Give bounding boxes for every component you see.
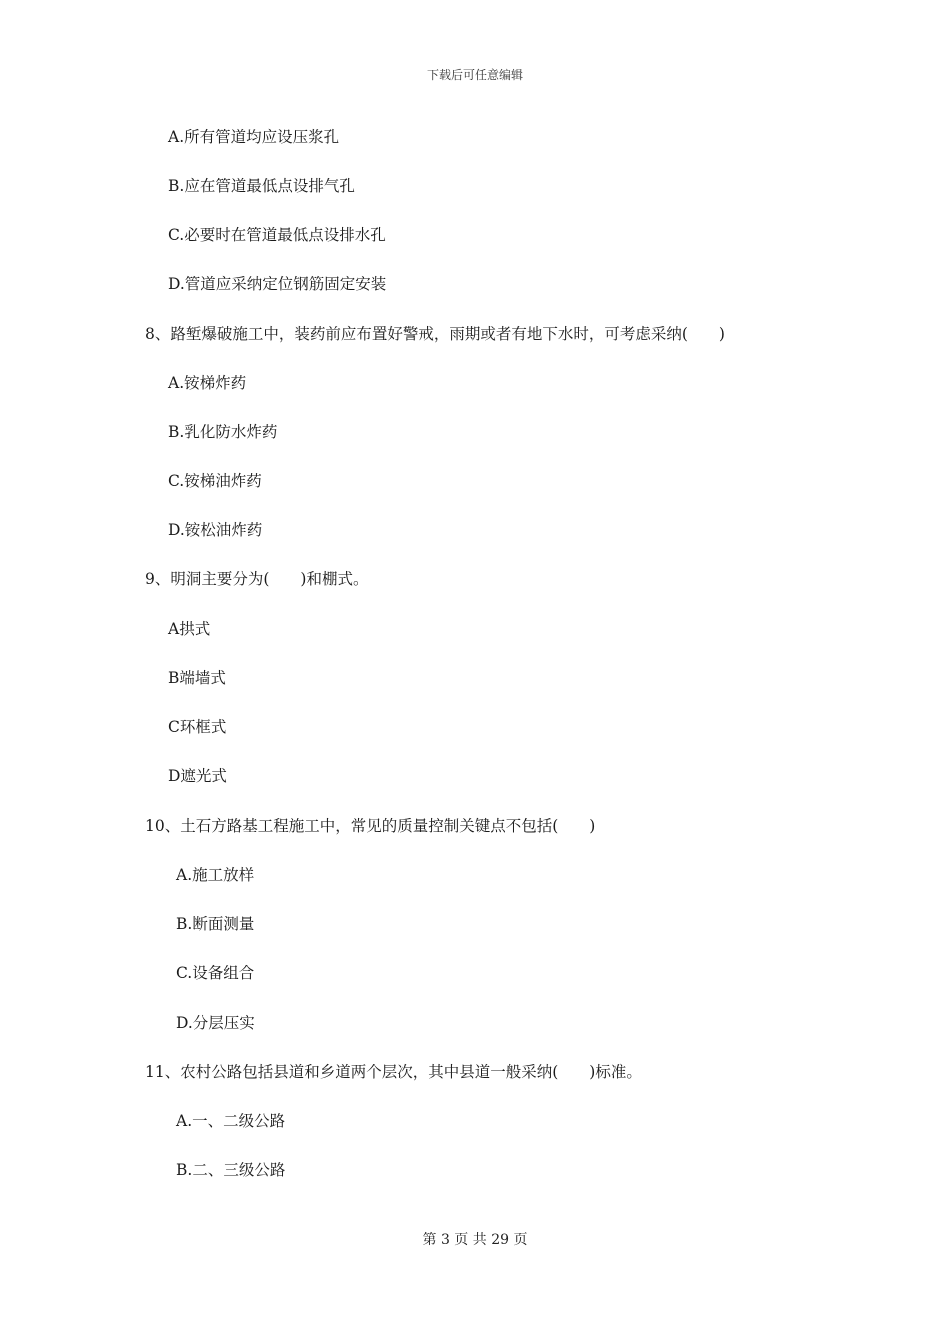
q7-option-d: D.管道应采纳定位钢筋固定安装 [168,275,387,293]
q11-option-b: B.二、三级公路 [176,1161,286,1179]
q10-option-a: A.施工放样 [176,866,255,884]
q11-question: 11、农村公路包括县道和乡道两个层次，其中县道一般采纳( )标准。 [145,1063,642,1081]
q8-option-a: A.铵梯炸药 [168,374,247,392]
q10-question: 10、土石方路基工程施工中，常见的质量控制关键点不包括( ) [145,817,596,835]
page-footer: 第 3 页 共 29 页 [422,1232,528,1248]
q9-option-a: A拱式 [168,620,211,638]
q8-option-d: D.铵松油炸药 [168,521,263,539]
q10-option-d: D.分层压实 [176,1014,255,1032]
q7-option-a: A.所有管道均应设压浆孔 [168,128,340,146]
q10-option-b: B.断面测量 [176,915,255,933]
q10-option-c: C.设备组合 [176,964,255,982]
q9-option-d: D遮光式 [168,767,227,785]
q9-option-c: C环框式 [168,718,227,736]
q7-option-b: B.应在管道最低点设排气孔 [168,177,355,195]
q11-option-a: A.一、二级公路 [176,1112,286,1130]
q9-option-b: B端墙式 [168,669,226,687]
q8-option-c: C.铵梯油炸药 [168,472,262,490]
q9-question: 9、明洞主要分为( )和棚式。 [145,570,369,588]
page-header: 下载后可任意编辑 [426,68,523,82]
q8-option-b: B.乳化防水炸药 [168,423,278,441]
q7-option-c: C.必要时在管道最低点设排水孔 [168,226,386,244]
q8-question: 8、路堑爆破施工中，装药前应布置好警戒，雨期或者有地下水时，可考虑采纳( ) [145,325,725,343]
